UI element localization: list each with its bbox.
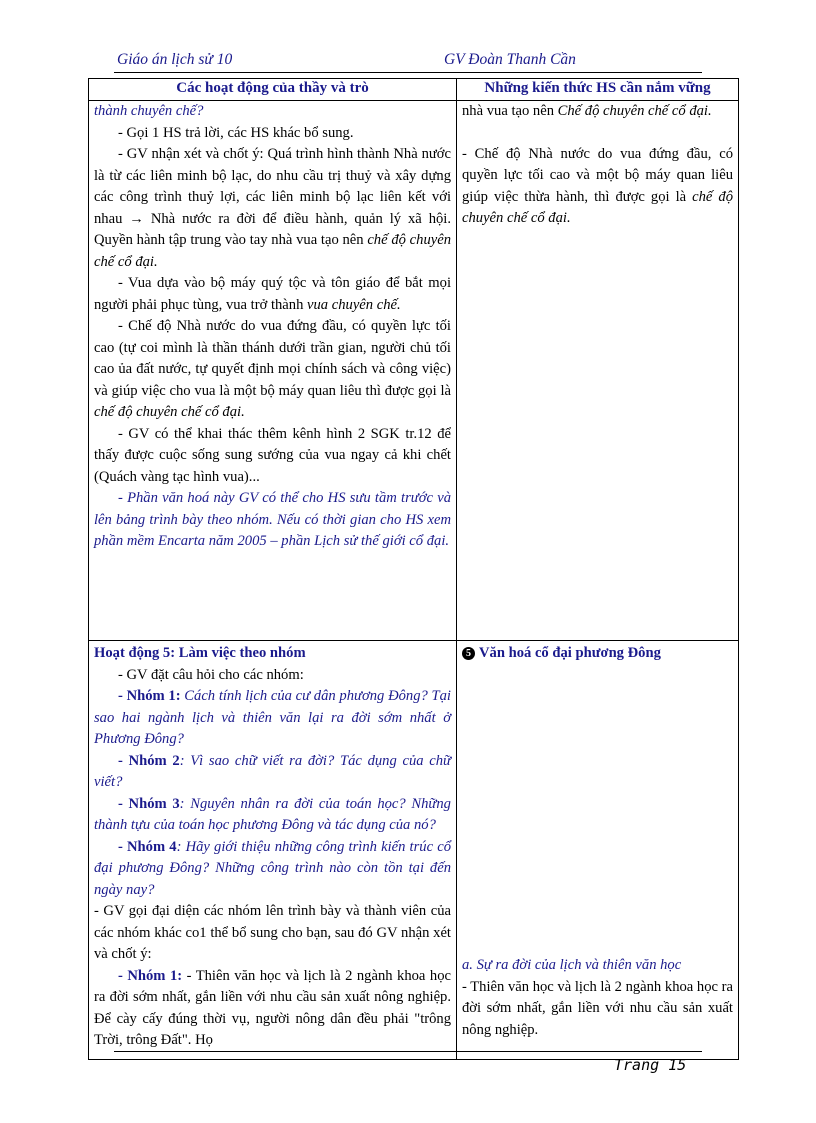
paragraph: - Chế độ Nhà nước do vua đứng đầu, có quyền lực tối cao (tự coi mình là thần thánh dưới trần gian, người chủ tối cao ủa đất nước, tự quyết định mọi chính sách và công việc) và giúp việc cho vua là một bộ máy quan liêu thì được gọi là chế độ chuyên chế cổ đại. [94, 318, 451, 420]
activities-cell [89, 641, 457, 1060]
paragraph: - Thiên văn học và lịch là 2 ngành khoa học ra đời sớm nhất, gắn liền với nhu cầu sản xuất nông nghiệp. [462, 978, 733, 1038]
knowledge-cell [457, 101, 739, 641]
paragraph: - GV đặt câu hỏi cho các nhóm: [118, 666, 304, 683]
page-number: Trang 15 [614, 1056, 687, 1074]
group-question: - Nhóm 2: Vì sao chữ viết ra đời? Tác dụng của chữ viết? [94, 752, 451, 790]
paragraph: - GV có thể khai thác thêm kênh hình 2 SGK tr.12 để thấy được cuộc sống sung sướng của vua ngay cả khi chết (Quách vàng tạc hình vua)... [94, 425, 451, 485]
col1-header: Các hoạt động của thầy và trò [89, 79, 457, 101]
col2-header: Những kiến thức HS cần nắm vững [457, 79, 739, 101]
activity-title: Hoạt động 5: Làm việc theo nhóm [94, 645, 306, 661]
paragraph: - GV gọi đại diện các nhóm lên trình bày và thành viên của các nhóm khác co1 thể bổ sung cho bạn, sau đó GV nhận xét và chốt ý: [94, 903, 451, 962]
group-question: - Nhóm 1: Cách tính lịch của cư dân phương Đông? Tại sao hai ngành lịch và thiên văn lại ra đời sớm nhất ở Phương Đông? [94, 688, 451, 747]
table-header-row [89, 79, 739, 101]
group-question: - Nhóm 3: Nguyên nhân ra đời của toán học? Những thành tựu của toán học phương Đông và tác dụng của nó? [94, 795, 451, 833]
activities-cell [89, 101, 457, 641]
paragraph: - Phần văn hoá này GV có thể cho HS sưu tầm trước và lên bảng trình bày theo nhóm. Nếu có thời gian cho HS xem phần mềm Encarta năm 2005 – phần Lịch sử thế giới cổ đại. [94, 490, 451, 549]
paragraph: nhà vua tạo nên Chế độ chuyên chế cổ đại. [462, 103, 712, 119]
numbered-bullet-icon: 5 [462, 647, 475, 660]
paragraph: - Gọi 1 HS trả lời, các HS khác bổ sung. [118, 124, 354, 141]
paragraph: - Vua dựa vào bộ máy quý tộc và tôn giáo để bắt mọi người phải phục tùng, vua trở thành vua chuyên chế. [94, 275, 451, 313]
section-title: 5 Văn hoá cổ đại phương Đông [462, 643, 733, 665]
footer-rule [114, 1051, 702, 1052]
group-question: - Nhóm 4: Hãy giới thiệu những công trình kiến trúc cổ đại phương Đông? Những công trình nào còn tồn tại đến ngày nay? [94, 838, 451, 898]
paragraph: - GV nhận xét và chốt ý: Quá trình hình thành Nhà nước là từ các liên minh bộ lạc, do nhu cầu trị thuỷ và xây dựng các công trình thuỷ lợi, các liên minh bộ lạc liên kết với nhau → Nhà nước ra đời để điều hành, quản lý xã hội. Quyền hành tập trung vào tay nhà vua tạo nên chế độ chuyên chế cổ đại. [94, 146, 451, 270]
paragraph: - Chế độ Nhà nước do vua đứng đầu, có quyền lực tối cao và một bộ máy quan liêu giúp việc thừa hành, thì được gọi là chế độ chuyên chế cổ đại. [462, 145, 734, 226]
header-subject: Giáo án lịch sử 10 [117, 51, 233, 68]
header-rule [114, 72, 702, 73]
subsection-title: a. Sự ra đời của lịch và thiên văn học [462, 957, 682, 973]
knowledge-cell [457, 641, 739, 1060]
paragraph: thành chuyên chế? [94, 103, 204, 119]
table-row [89, 641, 739, 1060]
lesson-table [88, 78, 739, 1060]
paragraph: - Nhóm 1: - Thiên văn học và lịch là 2 ngành khoa học ra đời sớm nhất, gắn liền với nhu cầu sản xuất nông nghiệp. Để cày cấy đúng thời vụ, người nông dân đều phải "trông Trời, trông Đất". Họ [94, 967, 451, 1048]
table-row [89, 101, 739, 641]
header-teacher: GV Đoàn Thanh Cần [444, 51, 576, 68]
